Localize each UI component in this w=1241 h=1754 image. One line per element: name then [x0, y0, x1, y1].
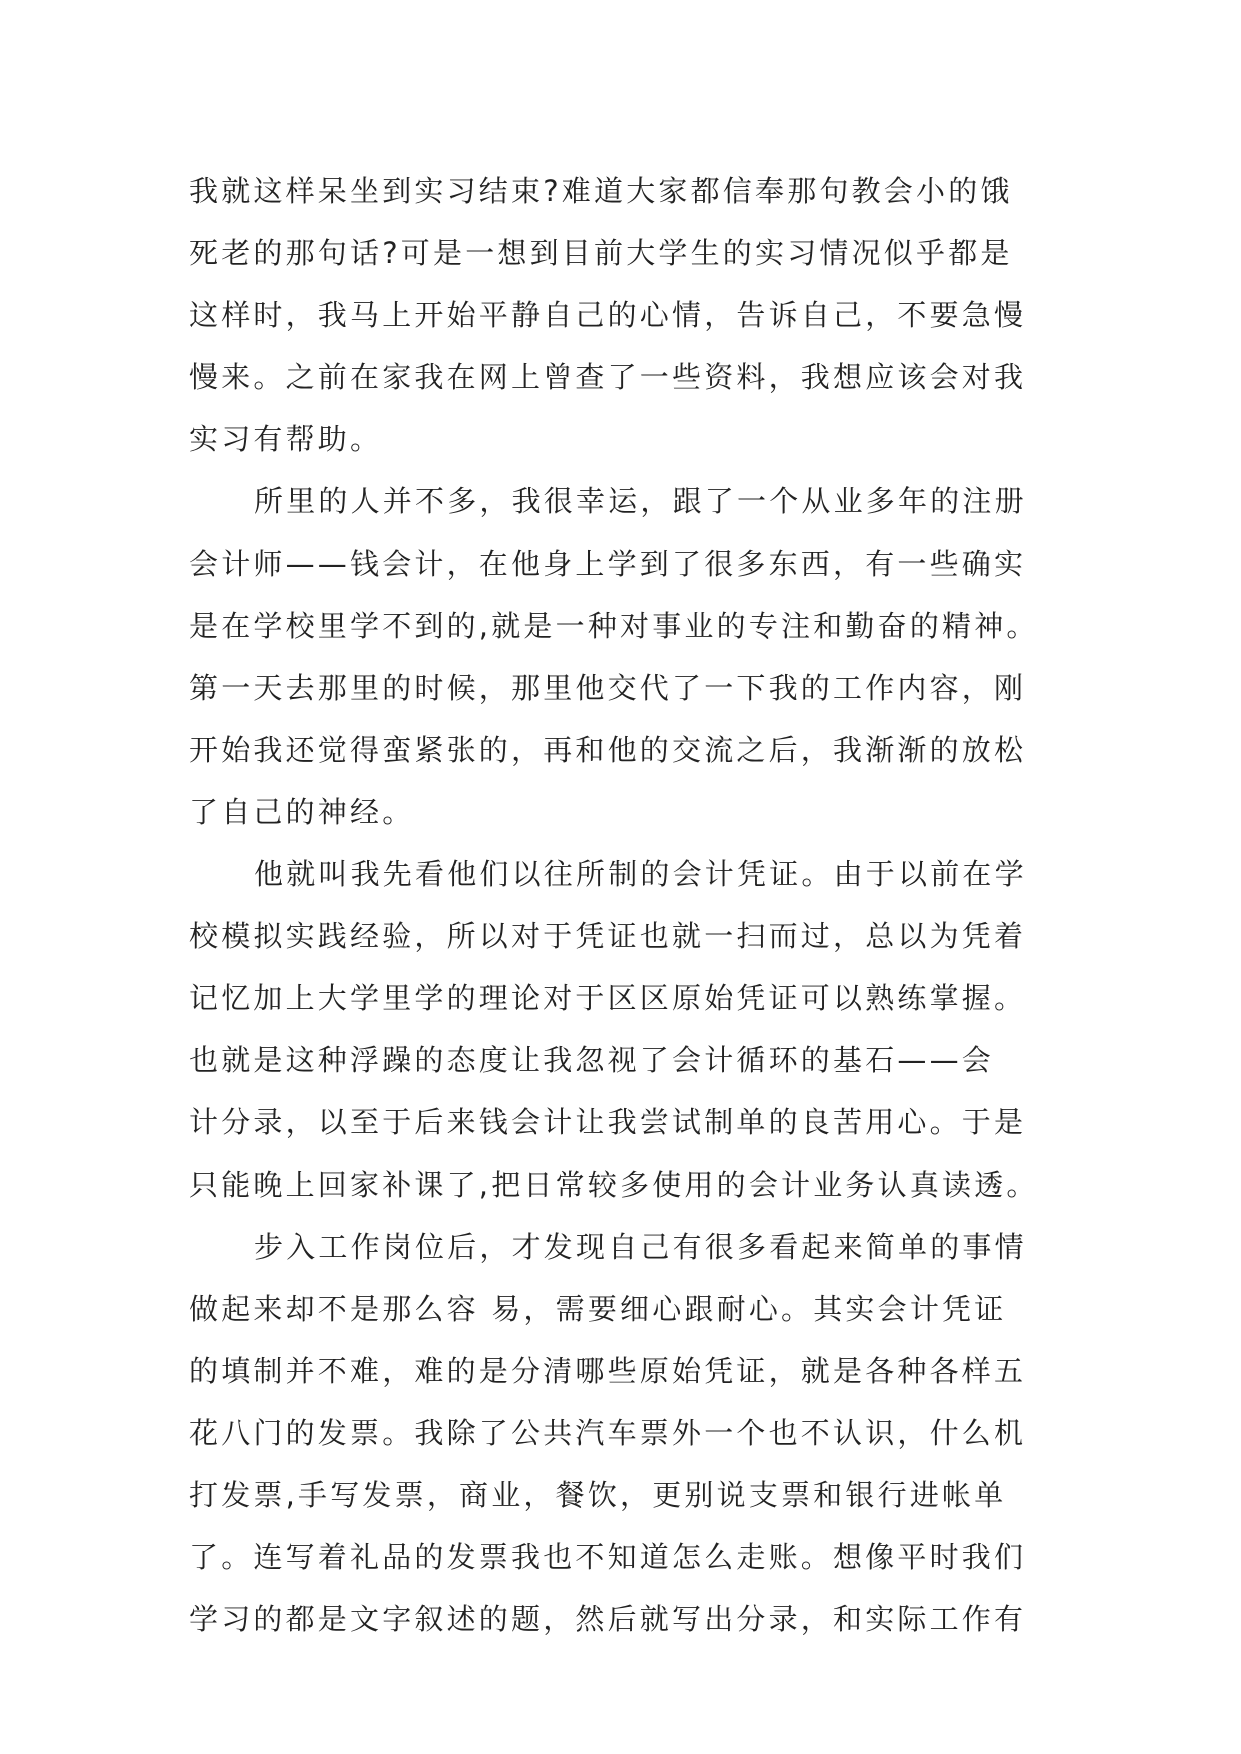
text-line: 做起来却不是那么容 易，需要细心跟耐心。其实会计凭证 — [189, 1291, 1007, 1326]
text-line: 我就这样呆坐到实习结束?难道大家都信奉那句教会小的饿 — [189, 174, 1013, 208]
text-line: 计分录，以至于后来钱会计让我尝试制单的良苦用心。于是 — [189, 1105, 1027, 1140]
text-line: 实习有帮助。 — [189, 422, 383, 457]
paragraph-first-line: 步入工作岗位后，才发现自己有很多看起来简单的事情 — [254, 1229, 1027, 1264]
text-line: 花八门的发票。我除了公共汽车票外一个也不认识，什么机 — [189, 1415, 1027, 1450]
text-line: 慢来。之前在家我在网上曾查了一些资料，我想应该会对我 — [189, 360, 1027, 395]
text-line: 是在学校里学不到的,就是一种对事业的专注和勤奋的精神。 — [189, 608, 1039, 643]
text-line: 这样时，我马上开始平静自己的心情，告诉自己，不要急慢 — [189, 298, 1027, 333]
text-line: 记忆加上大学里学的理论对于区区原始凭证可以熟练掌握。 — [189, 981, 1027, 1016]
text-line: 开始我还觉得蛮紧张的，再和他的交流之后，我渐渐的放松 — [189, 732, 1027, 767]
text-line: 打发票,手写发票，商业，餐饮，更别说支票和银行进帐单 — [189, 1477, 1007, 1512]
text-line: 了自己的神经。 — [189, 794, 415, 829]
text-line: 只能晚上回家补课了,把日常较多使用的会计业务认真读透。 — [189, 1167, 1039, 1202]
text-line: 的填制并不难，难的是分清哪些原始凭证，就是各种各样五 — [189, 1353, 1027, 1388]
text-line: 学习的都是文字叙述的题，然后就写出分录，和实际工作有 — [189, 1602, 1027, 1637]
paragraph-first-line: 所里的人并不多，我很幸运，跟了一个从业多年的注册 — [254, 484, 1027, 519]
text-line: 校模拟实践经验，所以对于凭证也就一扫而过，总以为凭着 — [189, 919, 1027, 954]
text-line: 也就是这种浮躁的态度让我忽视了会计循环的基石——会 — [189, 1043, 995, 1078]
text-line: 死老的那句话?可是一想到目前大学生的实习情况似乎都是 — [189, 236, 1013, 271]
body-text — [189, 160, 1069, 1650]
text-line: 会计师——钱会计，在他身上学到了很多东西，有一些确实 — [189, 546, 1027, 581]
text-line: 第一天去那里的时候，那里他交代了一下我的工作内容，刚 — [189, 670, 1027, 705]
paragraph-first-line: 他就叫我先看他们以往所制的会计凭证。由于以前在学 — [254, 857, 1027, 892]
text-line: 了。连写着礼品的发票我也不知道怎么走账。想像平时我们 — [189, 1540, 1027, 1575]
